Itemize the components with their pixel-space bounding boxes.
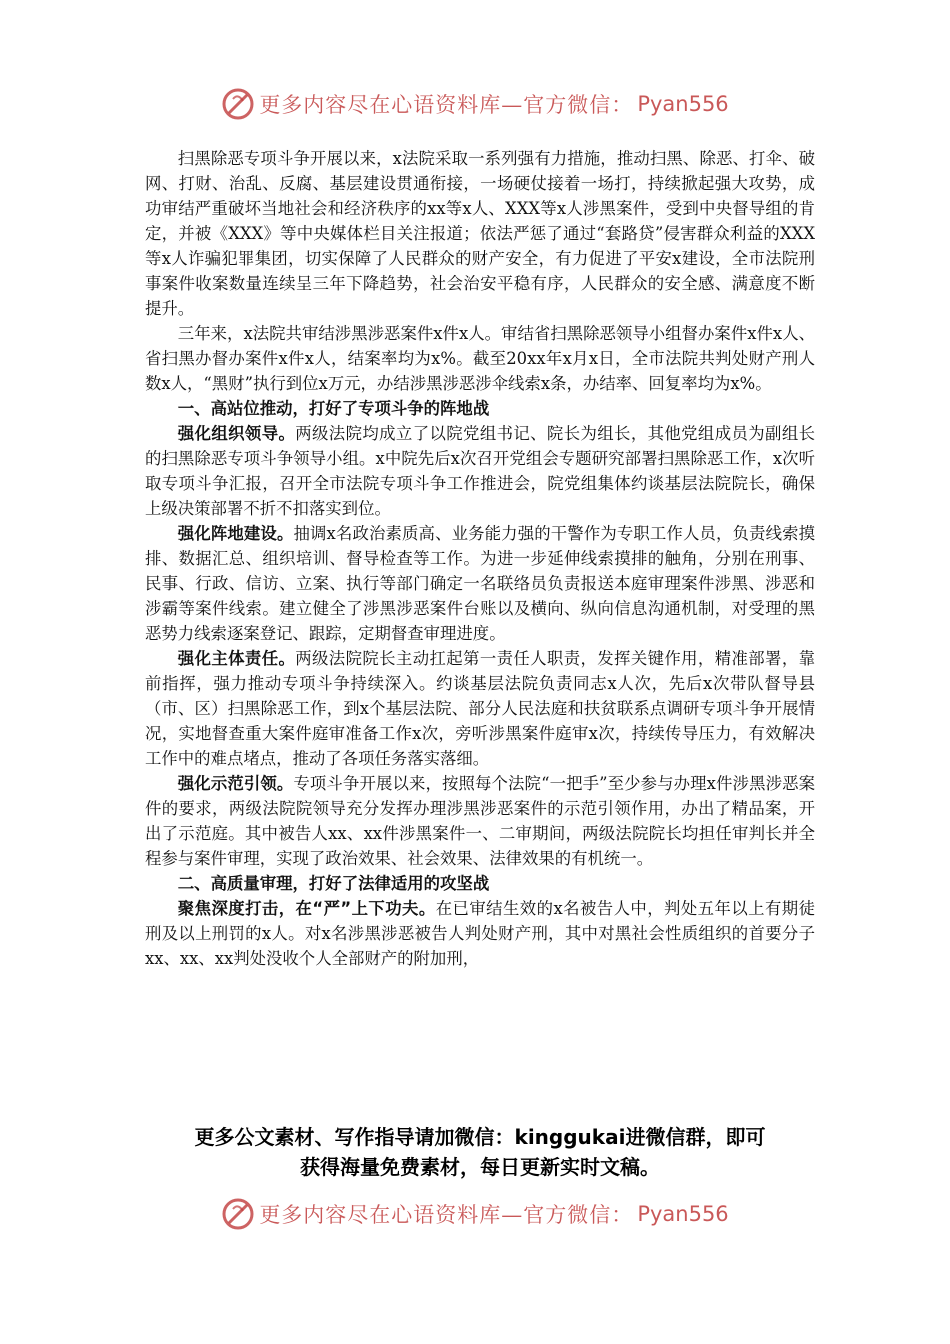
paragraph-text: 在已审结生效的x名被告人中，判处五年以上有期徒刑及以上刑罚的x人。对x名涉黑涉恶被告人判处财产刑，其中对黑社会性质组织的首要分子xx、xx、xx判处没收个人全部财产的附加刑，	[145, 899, 816, 968]
banner-text: 更多内容尽在心语资料库—官方微信：	[259, 1203, 634, 1227]
banner-text: 更多内容尽在心语资料库—官方微信：	[259, 93, 634, 117]
paragraph-text: 扫黑除恶专项斗争开展以来，x法院采取一系列强有力措施，推动扫黑、除恶、打伞、破网、打财、治乱、反腐、基层建设贯通衔接，一场硬仗接着一场打，持续掀起强大攻势，成功审结严重破坏当地社会和经济秩序的xx等x人、XXX等x人涉黑案件，受到中央督导组的肯定，并被《XXX》等中央媒体栏目关注报道；依法严惩了通过“套路贷”侵害群众利益的XXX等x人诈骗犯罪集团，切实保障了人民群众的财产安全，有力促进了平安x建设，全市法院刑事案件收案数量连续呈三年下降趋势，社会治安平稳有序，人民群众的安全感、满意度不断提升。	[145, 149, 815, 318]
promo-text	[145, 1122, 815, 1182]
promo-line-1: 更多公文素材、写作指导请加微信：kinggukai进微信群，即可	[194, 1125, 766, 1149]
promo-line-2: 获得海量免费素材，每日更新实时文稿。	[300, 1155, 660, 1179]
section-heading: 二、高质量审理，打好了法律适用的攻坚战	[177, 874, 490, 893]
paragraph-lead: 强化阵地建设。	[177, 524, 294, 543]
paragraph-text: 三年来，x法院共审结涉黑涉恶案件x件x人。审结省扫黑除恶领导小组督办案件x件x人、省扫黑办督办案件x件x人，结案率均为x%。截至20xx年x月x日，全市法院共判处财产刑人数x人，“黑财”执行到位x万元，办结涉黑涉恶涉伞线索x条，办结率、回复率均为x%。	[145, 324, 815, 393]
paragraph	[145, 321, 815, 396]
paragraph-text: 两级法院均成立了以院党组书记、院长为组长，其他党组成员为副组长的扫黑除恶专项斗争领导小组。x中院先后x次召开党组会专题研究部署扫黑除恶工作，x次听取专项斗争汇报，召开全市法院专项斗争工作推进会，院党组集体约谈基层法院院长，确保上级决策部署不折不扣落实到位。	[145, 424, 816, 518]
paragraph	[145, 771, 815, 871]
paragraph-lead: 强化组织领导。	[177, 424, 296, 443]
paragraph-lead: 强化示范引领。	[177, 774, 294, 793]
paragraph	[145, 421, 815, 521]
paragraph	[145, 646, 815, 771]
section-heading: 一、高站位推动，打好了专项斗争的阵地战	[177, 399, 490, 418]
paragraph-lead: 聚焦深度打击，在“严”上下功夫。	[177, 899, 436, 918]
document-body	[145, 146, 815, 971]
paragraph	[145, 521, 815, 646]
logo-icon	[221, 1197, 255, 1231]
paragraph-lead: 强化主体责任。	[177, 649, 296, 668]
paragraph-text: 专项斗争开展以来，按照每个法院“一把手”至少参与办理x件涉黑涉恶案件的要求，两级法院院领导充分发挥办理涉黑涉恶案件的示范引领作用，办出了精品案，开出了示范庭。其中被告人xx、xx件涉黑案件一、二审期间，两级法院院长均担任审判长并全程参与案件审理，实现了政治效果、社会效果、法律效果的有机统一。	[145, 774, 815, 868]
paragraph	[145, 896, 815, 971]
paragraph-text: 抽调x名政治素质高、业务能力强的干警作为专职工作人员，负责线索摸排、数据汇总、组织培训、督导检查等工作。为进一步延伸线索摸排的触角，分别在刑事、民事、行政、信访、立案、执行等部门确定一名联络员负责报送本庭审理案件涉黑、涉恶和涉霸等案件线索。建立健全了涉黑涉恶案件台账以及横向、纵向信息沟通机制，对受理的黑恶势力线索逐案登记、跟踪，定期督查审理进度。	[145, 524, 816, 643]
banner-handle: Pyan556	[637, 92, 729, 116]
footer-banner	[0, 1194, 950, 1234]
paragraph	[145, 146, 815, 321]
header-banner	[0, 84, 950, 124]
banner-handle: Pyan556	[637, 1202, 729, 1226]
paragraph-text: 两级法院院长主动扛起第一责任人职责，发挥关键作用，精准部署，靠前指挥，强力推动专项斗争持续深入。约谈基层法院负责同志x人次，先后x次带队督导县（市、区）扫黑除恶工作，到x个基层法院、部分人民法庭和扶贫联系点调研专项斗争开展情况，实地督查重大案件庭审准备工作x次，旁听涉黑案件庭审x次，持续传导压力，有效解决工作中的难点堵点，推动了各项任务落实落细。	[145, 649, 816, 768]
logo-icon	[221, 87, 255, 121]
